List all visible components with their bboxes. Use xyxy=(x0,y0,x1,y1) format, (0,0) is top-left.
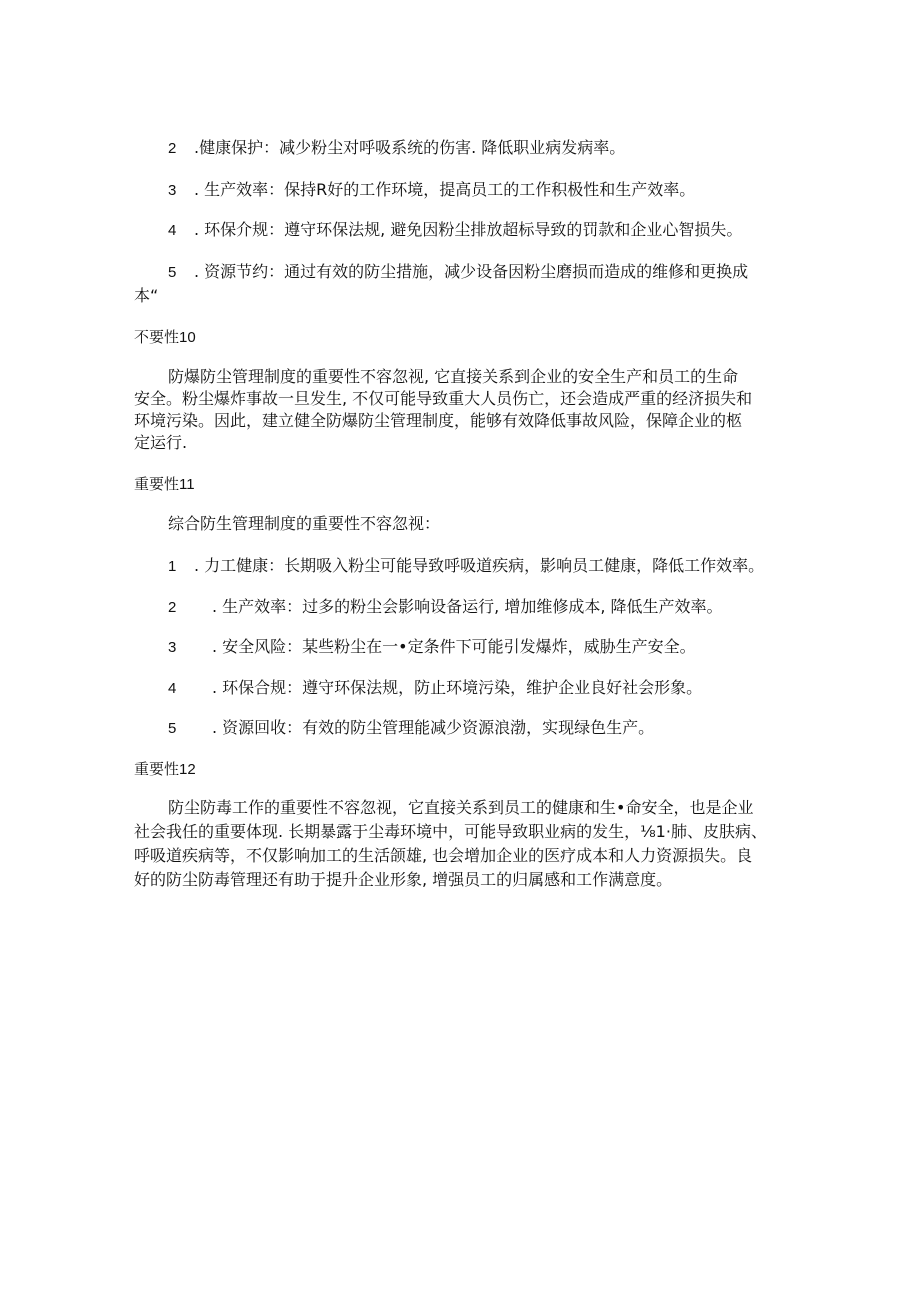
list-text: . 资源节约：通过有效的防尘措施，减少设备因粉尘磨损而造成的维修和更换成 xyxy=(194,262,749,281)
list-item xyxy=(168,718,654,739)
list-text: . 生产效率：过多的粉尘会影响设备运行, 增加维修成本, 降低生产效率。 xyxy=(212,597,723,616)
list-text: . 安全风险：某些粉尘在一•定条件下可能引发爆炸，威胁生产安全。 xyxy=(212,637,696,656)
paragraph-line: 社会我任的重要体现. 长期暴露于尘毒环境中，可能导致职业病的发生，⅛1·肺、皮肤病、 xyxy=(134,822,767,841)
heading-text: 不要性 xyxy=(134,328,180,346)
list-item xyxy=(168,597,723,618)
list-item xyxy=(168,556,764,577)
heading-number: 10 xyxy=(179,329,196,346)
paragraph-line: 防爆防尘管理制度的重要性不容忽视, 它直接关系到企业的安全生产和员工的生命 xyxy=(168,367,739,386)
section-heading xyxy=(134,759,196,780)
heading-text: 重要性 xyxy=(134,760,180,778)
paragraph-intro: 综合防生管理制度的重要性不容忽视： xyxy=(168,514,441,533)
list-number: 5 xyxy=(168,720,177,737)
list-item xyxy=(168,138,625,159)
heading-number: 12 xyxy=(179,761,196,778)
list-item-continuation: 本“ xyxy=(134,286,159,305)
list-text: . 力工健康：长期吸入粉尘可能导致呼吸道疾病，影响员工健康，降低工作效率。 xyxy=(194,556,765,575)
list-item xyxy=(168,180,695,201)
list-item xyxy=(168,678,702,699)
section-heading xyxy=(134,327,196,348)
paragraph-line: 定运行. xyxy=(134,433,188,452)
paragraph-line: 好的防尘防毒管理还有助于提升企业形象, 增强员工的归属感和工作满意度。 xyxy=(134,870,673,889)
list-number: 4 xyxy=(168,222,177,239)
list-number: 3 xyxy=(168,639,177,656)
list-number: 2 xyxy=(168,140,177,157)
list-text: . 环保合规：遵守环保法规，防止环境污染，维护企业良好社会形象。 xyxy=(212,678,703,697)
section-heading xyxy=(134,474,195,495)
list-number: 5 xyxy=(168,264,177,281)
list-number: 1 xyxy=(168,558,177,575)
paragraph-line: 环境污染。因此，建立健全防爆防尘管理制度，能够有效降低事故风险，保障企业的柩 xyxy=(134,411,743,430)
heading-text: 重要性 xyxy=(134,475,180,493)
list-number: 4 xyxy=(168,680,177,697)
heading-number: 11 xyxy=(179,476,195,493)
list-text: .健康保护：减少粉尘对呼吸系统的伤害. 降低职业病发病率。 xyxy=(194,138,626,157)
list-item xyxy=(168,262,748,283)
list-item xyxy=(168,637,696,658)
list-text: . 生产效率：保持R好的工作环境，提高员工的工作积极性和生产效率。 xyxy=(194,180,696,199)
paragraph-line: 安全。粉尘爆炸事故一旦发生, 不仅可能导致重大人员伤亡，还会造成严重的经济损失和 xyxy=(134,389,753,408)
list-number: 3 xyxy=(168,182,177,199)
paragraph-line: 呼吸道疾病等，不仅影响加工的生活颌雄, 也会增加企业的医疗成本和人力资源损失。良 xyxy=(134,846,753,865)
list-number: 2 xyxy=(168,599,177,616)
list-text: . 资源回收：有效的防尘管理能减少资源浪渤，实现绿色生产。 xyxy=(212,718,655,737)
list-text: . 环保介规：遵守环保法规, 避免因粉尘排放超标导致的罚款和企业心智损失。 xyxy=(194,220,743,239)
list-item xyxy=(168,220,742,241)
paragraph-line: 防尘防毒工作的重要性不容忽视，它直接关系到员工的健康和生•命安全，也是企业 xyxy=(168,798,754,817)
